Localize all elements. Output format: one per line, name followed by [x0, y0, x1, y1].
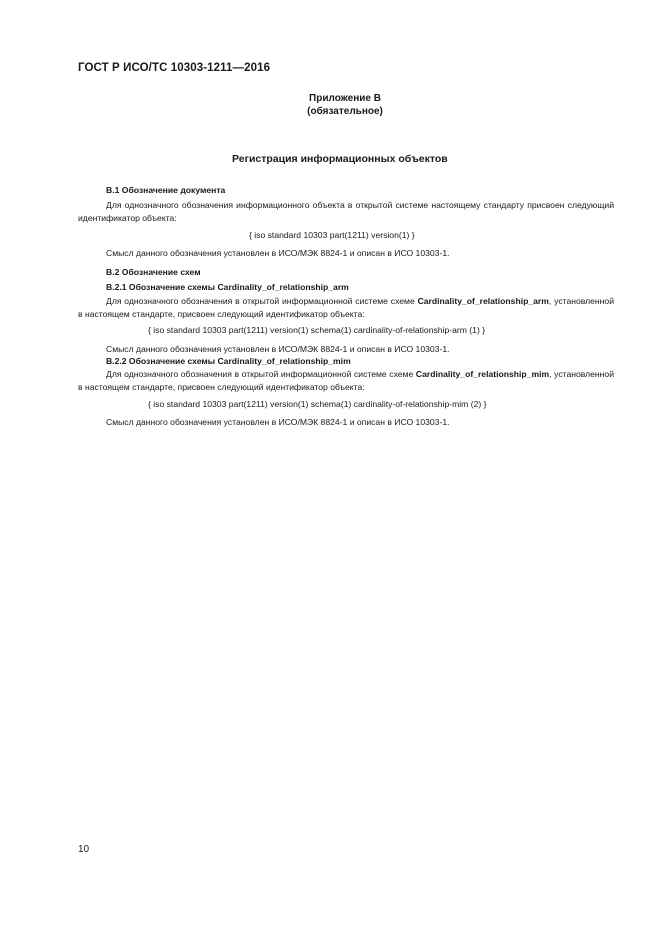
- paragraph-b22-lead: Для однозначного обозначения в открытой информационной системе схеме: [106, 369, 416, 379]
- page-number: 10: [78, 844, 90, 855]
- identifier-b1: { iso standard 10303 part(1211) version(1) }: [249, 230, 415, 240]
- section-title: Регистрация информационных объектов: [232, 153, 448, 165]
- heading-b22: В.2.2 Обозначение схемы Cardinality_of_relationship_mim: [106, 356, 351, 366]
- heading-b21: В.2.1 Обозначение схемы Cardinality_of_relationship_arm: [106, 282, 349, 292]
- schema-name-mim-part1: Cardinality_of_relationship_: [415, 369, 532, 379]
- paragraph-b1-meaning: Смысл данного обозначения установлен в ИСО/МЭК 8824-1 и описан в ИСО 10303-1.: [106, 248, 450, 258]
- heading-b1: В.1 Обозначение документа: [106, 185, 226, 195]
- annex-title: Приложение В: [309, 93, 381, 104]
- paragraph-b21-meaning: Смысл данного обозначения установлен в ИСО/МЭК 8824-1 и описан в ИСО 10303-1.: [106, 344, 450, 354]
- paragraph-b22-tail: , установленной в настоящем стандарте, присвоен следующий идентификатор объекта:: [78, 369, 614, 392]
- paragraph-b21-tail: , установленной в настоящем стандарте, присвоен следующий идентификатор объекта:: [78, 296, 614, 319]
- paragraph-b22-intro: [78, 368, 614, 394]
- schema-name-mim-part2: mim: [531, 369, 550, 379]
- paragraph-b21-intro: [78, 295, 614, 321]
- annex-status: (обязательное): [307, 106, 383, 117]
- standard-header: ГОСТ Р ИСО/ТС 10303-1211—2016: [78, 62, 271, 74]
- paragraph-b21-lead: Для однозначного обозначения в открытой информационной системе схеме: [106, 296, 418, 306]
- paragraph-b1-intro: Для однозначного обозначения информационного объекта в открытой системе настоящему стандарту присвоен следующий идентификатор объекта:: [78, 200, 614, 223]
- schema-name-arm-part1: Cardinality_of_relationship_: [417, 296, 534, 306]
- identifier-b22: { iso standard 10303 part(1211) version(1) schema(1) cardinality-of-relationship-mim (2) }: [148, 399, 487, 409]
- schema-name-arm-part2: arm: [533, 296, 549, 306]
- identifier-b21: { iso standard 10303 part(1211) version(1) schema(1) cardinality-of-relationship-arm (1) }: [148, 325, 486, 335]
- heading-b2: В.2 Обозначение схем: [106, 267, 201, 277]
- paragraph-b22-meaning: Смысл данного обозначения установлен в ИСО/МЭК 8824-1 и описан в ИСО 10303-1.: [106, 417, 450, 427]
